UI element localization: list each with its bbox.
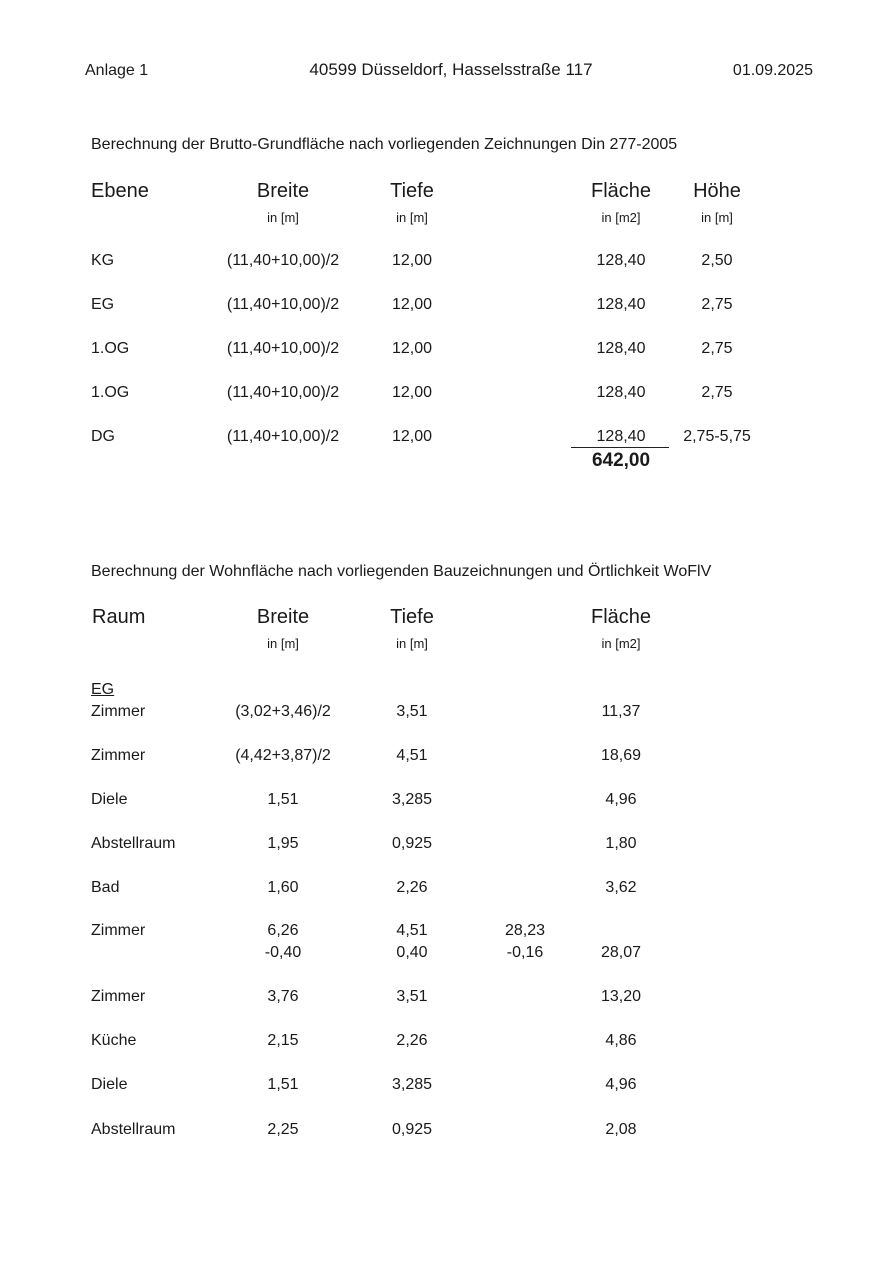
bgf-header-hoehe-unit: in [m] <box>701 210 733 225</box>
bgf-total: 642,00 <box>591 450 651 471</box>
room-width: 2,15 <box>267 1032 299 1049</box>
wohn-header-raum: Raum <box>92 606 146 628</box>
bgf-row-flaeche: 128,40 <box>596 428 646 445</box>
room-name: Zimmer <box>91 988 146 1005</box>
bgf-header-breite: Breite <box>256 180 310 202</box>
room-name: Abstellraum <box>91 1121 176 1138</box>
room-area: 11,37 <box>601 703 641 720</box>
room-name: Diele <box>91 791 128 808</box>
room-area-deduction: -0,16 <box>506 944 544 961</box>
room-depth: 4,51 <box>396 922 428 939</box>
bgf-row-hoehe: 2,75 <box>701 296 733 313</box>
room-width: 1,95 <box>267 835 299 852</box>
bgf-header-breite-unit: in [m] <box>267 210 299 225</box>
bgf-row-tiefe: 12,00 <box>391 384 433 401</box>
bgf-header-flaeche: Fläche <box>590 180 652 202</box>
bgf-row-ebene: EG <box>91 296 115 313</box>
room-width-deduction: -0,40 <box>264 944 302 961</box>
sum-line <box>571 447 669 448</box>
bgf-row-breite: (11,40+10,00)/2 <box>226 296 340 313</box>
bgf-header-tiefe-unit: in [m] <box>396 210 428 225</box>
room-depth: 2,26 <box>396 1032 428 1049</box>
room-area: 28,07 <box>600 944 642 961</box>
room-width: 1,60 <box>267 879 299 896</box>
room-width: (3,02+3,46)/2 <box>235 703 331 720</box>
room-area: 4,86 <box>605 1032 637 1049</box>
room-subtotal: 28,23 <box>504 922 546 939</box>
room-name: Diele <box>91 1076 128 1093</box>
room-area: 18,69 <box>600 747 642 764</box>
attachment-label: Anlage 1 <box>85 62 149 79</box>
room-name: Zimmer <box>91 703 146 720</box>
bgf-row-tiefe: 12,00 <box>391 428 433 445</box>
room-depth: 3,285 <box>391 791 433 808</box>
bgf-header-flaeche-unit: in [m2] <box>601 210 641 225</box>
bgf-header-hoehe: Höhe <box>693 180 741 202</box>
room-depth: 0,925 <box>391 835 433 852</box>
room-depth: 3,51 <box>396 703 428 720</box>
room-depth: 4,51 <box>396 747 428 764</box>
room-name: Zimmer <box>91 922 146 939</box>
bgf-title: Berechnung der Brutto-Grundfläche nach vorliegenden Zeichnungen Din 277-2005 <box>91 136 678 153</box>
bgf-row-tiefe: 12,00 <box>391 340 433 357</box>
room-name: Küche <box>91 1032 137 1049</box>
wohn-header-breite-unit: in [m] <box>267 636 299 651</box>
room-width: 2,25 <box>267 1121 299 1138</box>
bgf-row-ebene: KG <box>91 252 115 269</box>
property-address: 40599 Düsseldorf, Hasselsstraße 117 <box>309 60 593 79</box>
bgf-row-flaeche: 128,40 <box>596 252 646 269</box>
room-width: 1,51 <box>267 1076 299 1093</box>
wohn-header-tiefe-unit: in [m] <box>396 636 428 651</box>
room-depth: 3,51 <box>396 988 428 1005</box>
room-depth: 3,285 <box>391 1076 433 1093</box>
bgf-row-breite: (11,40+10,00)/2 <box>226 428 340 445</box>
room-area: 4,96 <box>605 1076 637 1093</box>
wohn-header-flaeche-unit: in [m2] <box>601 636 641 651</box>
room-name: Zimmer <box>91 747 146 764</box>
bgf-row-hoehe: 2,75-5,75 <box>683 428 751 445</box>
wohn-title: Berechnung der Wohnfläche nach vorliegenden Bauzeichnungen und Örtlichkeit WoFlV <box>91 563 712 580</box>
bgf-row-ebene: 1.OG <box>91 384 130 401</box>
room-depth: 0,925 <box>391 1121 433 1138</box>
floor-section-label: EG <box>91 681 115 698</box>
room-area: 1,80 <box>605 835 637 852</box>
bgf-row-flaeche: 128,40 <box>596 296 646 313</box>
bgf-header-tiefe: Tiefe <box>390 180 434 202</box>
bgf-row-breite: (11,40+10,00)/2 <box>226 340 340 357</box>
room-width: (4,42+3,87)/2 <box>235 747 331 764</box>
room-width: 6,26 <box>267 922 299 939</box>
document-date: 01.09.2025 <box>732 62 813 79</box>
room-area: 3,62 <box>605 879 637 896</box>
wohn-header-tiefe: Tiefe <box>390 606 434 628</box>
room-name: Abstellraum <box>91 835 176 852</box>
bgf-row-ebene: DG <box>91 428 115 445</box>
bgf-row-flaeche: 128,40 <box>596 340 646 357</box>
bgf-row-tiefe: 12,00 <box>391 296 433 313</box>
room-name: Bad <box>91 879 120 896</box>
bgf-row-breite: (11,40+10,00)/2 <box>226 384 340 401</box>
bgf-header-ebene: Ebene <box>91 180 149 202</box>
room-width: 1,51 <box>267 791 299 808</box>
wohn-header-breite: Breite <box>256 606 310 628</box>
room-area: 4,96 <box>605 791 637 808</box>
wohn-header-flaeche: Fläche <box>590 606 652 628</box>
room-depth: 2,26 <box>396 879 428 896</box>
bgf-row-tiefe: 12,00 <box>391 252 433 269</box>
bgf-row-flaeche: 128,40 <box>596 384 646 401</box>
bgf-row-hoehe: 2,75 <box>701 384 733 401</box>
bgf-row-hoehe: 2,50 <box>701 252 733 269</box>
room-depth-deduction: 0,40 <box>396 944 428 961</box>
bgf-row-ebene: 1.OG <box>91 340 130 357</box>
room-area: 13,20 <box>600 988 642 1005</box>
room-area: 2,08 <box>605 1121 637 1138</box>
bgf-row-hoehe: 2,75 <box>701 340 733 357</box>
bgf-row-breite: (11,40+10,00)/2 <box>226 252 340 269</box>
room-width: 3,76 <box>267 988 299 1005</box>
